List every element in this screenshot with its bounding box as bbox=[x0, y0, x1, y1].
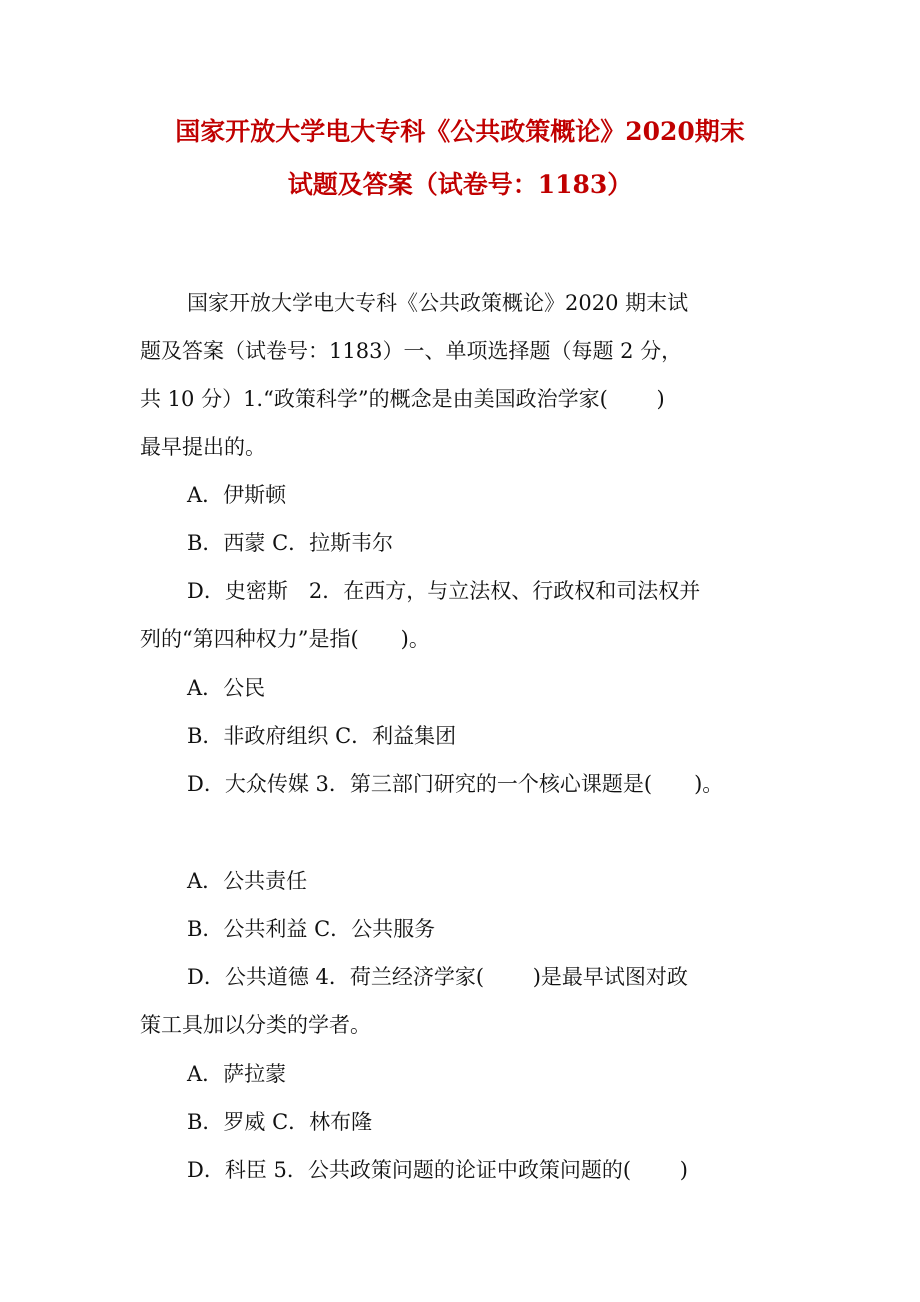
option-line-b-2: B．非政府组织 C．利益集团 bbox=[187, 724, 457, 748]
option-line-a-3: A．公共责任 bbox=[187, 869, 308, 893]
option-line-b-3: B．公共利益 C．公共服务 bbox=[187, 917, 436, 941]
option-line-b-1: B．西蒙 C．拉斯韦尔 bbox=[187, 531, 394, 555]
option-line-d-4: D．科臣 5．公共政策问题的论证中政策问题的( ) bbox=[187, 1158, 688, 1182]
option-line-d-2: D．大众传媒 3．第三部门研究的一个核心课题是( )。 bbox=[187, 772, 724, 796]
body-line-6: 策工具加以分类的学者。 bbox=[140, 1013, 371, 1037]
option-line-b-4: B．罗威 C．林布隆 bbox=[187, 1110, 373, 1134]
option-line-a-2: A．公民 bbox=[187, 676, 266, 700]
body-line-1: 国家开放大学电大专科《公共政策概论》2020 期末试 bbox=[187, 291, 689, 315]
option-line-d-1: D．史密斯 2．在西方，与立法权、行政权和司法权并 bbox=[187, 579, 701, 603]
document-title-line-1: 国家开放大学电大专科《公共政策概论》2020期末 bbox=[175, 117, 745, 146]
option-line-a-1: A．伊斯顿 bbox=[187, 483, 287, 507]
body-line-2: 题及答案（试卷号：1183）一、单项选择题（每题 2 分， bbox=[140, 339, 683, 363]
option-line-d-3: D．公共道德 4．荷兰经济学家( )是最早试图对政 bbox=[187, 965, 688, 989]
document-title-line-2: 试题及答案（试卷号：1183） bbox=[287, 170, 633, 199]
option-line-a-4: A．萨拉蒙 bbox=[187, 1062, 287, 1086]
body-line-3: 共 10 分）1.“政策科学”的概念是由美国政治学家( ) bbox=[140, 387, 665, 411]
body-line-4: 最早提出的。 bbox=[140, 435, 266, 459]
body-line-5: 列的“第四种权力”是指( )。 bbox=[140, 627, 430, 651]
